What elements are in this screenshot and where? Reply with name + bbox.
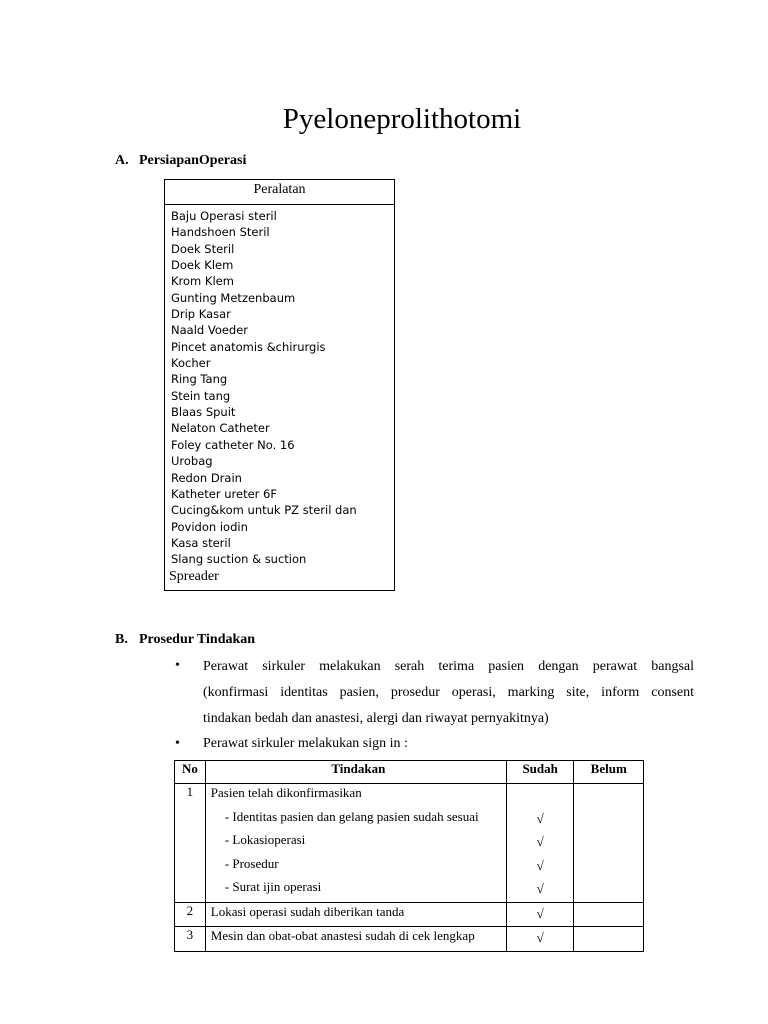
bullet-handover-line: (konfirmasi identitas pasien, prosedur operasi, marking site, inform consent (203, 685, 694, 700)
row-subitem: - Prosedur (224, 855, 279, 871)
row-sudah (506, 784, 574, 903)
equipment-item: Baju Operasi steril (171, 209, 277, 223)
row-belum (574, 927, 644, 952)
sign-in-table (174, 760, 644, 952)
table-header-row (175, 761, 644, 784)
header-sudah: Sudah (506, 761, 574, 784)
row-belum (574, 902, 644, 927)
equipment-table-header: Peralatan (165, 180, 394, 205)
row-sudah (506, 902, 574, 927)
check-mark: √ (536, 905, 544, 921)
equipment-item: Naald Voeder (171, 323, 249, 338)
table-row (175, 927, 644, 952)
header-belum: Belum (574, 761, 644, 784)
check-mark: √ (536, 810, 544, 826)
row-action (205, 902, 506, 927)
equipment-item: Doek Klem (171, 258, 234, 273)
equipment-item: Cucing&kom untuk PZ steril dan (171, 503, 357, 518)
check-mark: √ (536, 881, 544, 896)
check-mark: √ (536, 930, 544, 945)
header-tindakan: Tindakan (205, 761, 506, 784)
row-action-text: Lokasi operasi sudah diberikan tanda (210, 903, 405, 919)
row-subitem: - Identitas pasien dan gelang pasien sudah sesuai (224, 808, 479, 824)
equipment-list (165, 205, 394, 568)
section-b-letter: B. (115, 632, 128, 647)
equipment-item: Handshoen Steril (171, 225, 270, 240)
row-sudah (506, 927, 574, 952)
table-row (175, 784, 644, 903)
header-no: No (175, 761, 206, 784)
document-title: Pyeloneprolithotomi (282, 103, 522, 135)
row-subitem: - Lokasioperasi (224, 832, 306, 847)
row-action (205, 784, 506, 903)
equipment-item: Slang suction & suction (171, 552, 307, 567)
bullet-dot: • (175, 736, 180, 751)
equipment-item: Kocher (171, 356, 211, 371)
table-row (175, 902, 644, 927)
equipment-item: Doek Steril (171, 241, 235, 256)
section-b-title: Prosedur Tindakan (139, 632, 256, 647)
check-mark: √ (536, 857, 544, 873)
section-a-letter: A. (115, 153, 129, 168)
check-mark: √ (536, 834, 544, 849)
row-number: 2 (175, 902, 206, 927)
equipment-item: Foley catheter No. 16 (171, 437, 295, 452)
equipment-item: Drip Kasar (171, 307, 231, 322)
equipment-item: Redon Drain (171, 470, 242, 485)
section-a-title: PersiapanOperasi (139, 153, 247, 168)
bullet-dot: • (175, 658, 180, 673)
equipment-item: Nelaton Catheter (171, 421, 270, 436)
equipment-item: Urobag (171, 454, 213, 469)
bullet-sign-in: Perawat sirkuler melakukan sign in : (203, 736, 408, 751)
equipment-item-spreader: Spreader (169, 568, 219, 584)
row-action-title: Pasien telah dikonfirmasikan (210, 785, 362, 800)
row-number: 1 (175, 784, 206, 903)
equipment-item: Pincet anatomis &chirurgis (171, 339, 326, 354)
row-belum (574, 784, 644, 903)
equipment-item: Povidon iodin (171, 519, 248, 534)
equipment-item: Ring Tang (171, 372, 228, 387)
section-a-heading (115, 153, 246, 169)
equipment-item: Kasa steril (171, 535, 231, 550)
row-number: 3 (175, 927, 206, 952)
bullet-handover-line: Perawat sirkuler melakukan serah terima pasien dengan perawat bangsal (203, 659, 694, 674)
row-action-text: Mesin dan obat-obat anastesi sudah di cek lengkap (210, 928, 475, 943)
bullet-handover-line: tindakan bedah dan anastesi, alergi dan riwayat pernyakitnya) (203, 711, 549, 726)
equipment-table (164, 179, 395, 591)
equipment-item: Stein tang (171, 388, 231, 403)
equipment-item: Krom Klem (171, 274, 234, 289)
equipment-item: Gunting Metzenbaum (171, 290, 296, 305)
equipment-item: Katheter ureter 6F (171, 486, 277, 501)
equipment-item: Blaas Spuit (171, 405, 236, 420)
section-b-heading (115, 632, 255, 648)
row-action (205, 927, 506, 952)
bullet-handover (203, 658, 694, 736)
row-subitem: - Surat ijin operasi (224, 879, 322, 894)
